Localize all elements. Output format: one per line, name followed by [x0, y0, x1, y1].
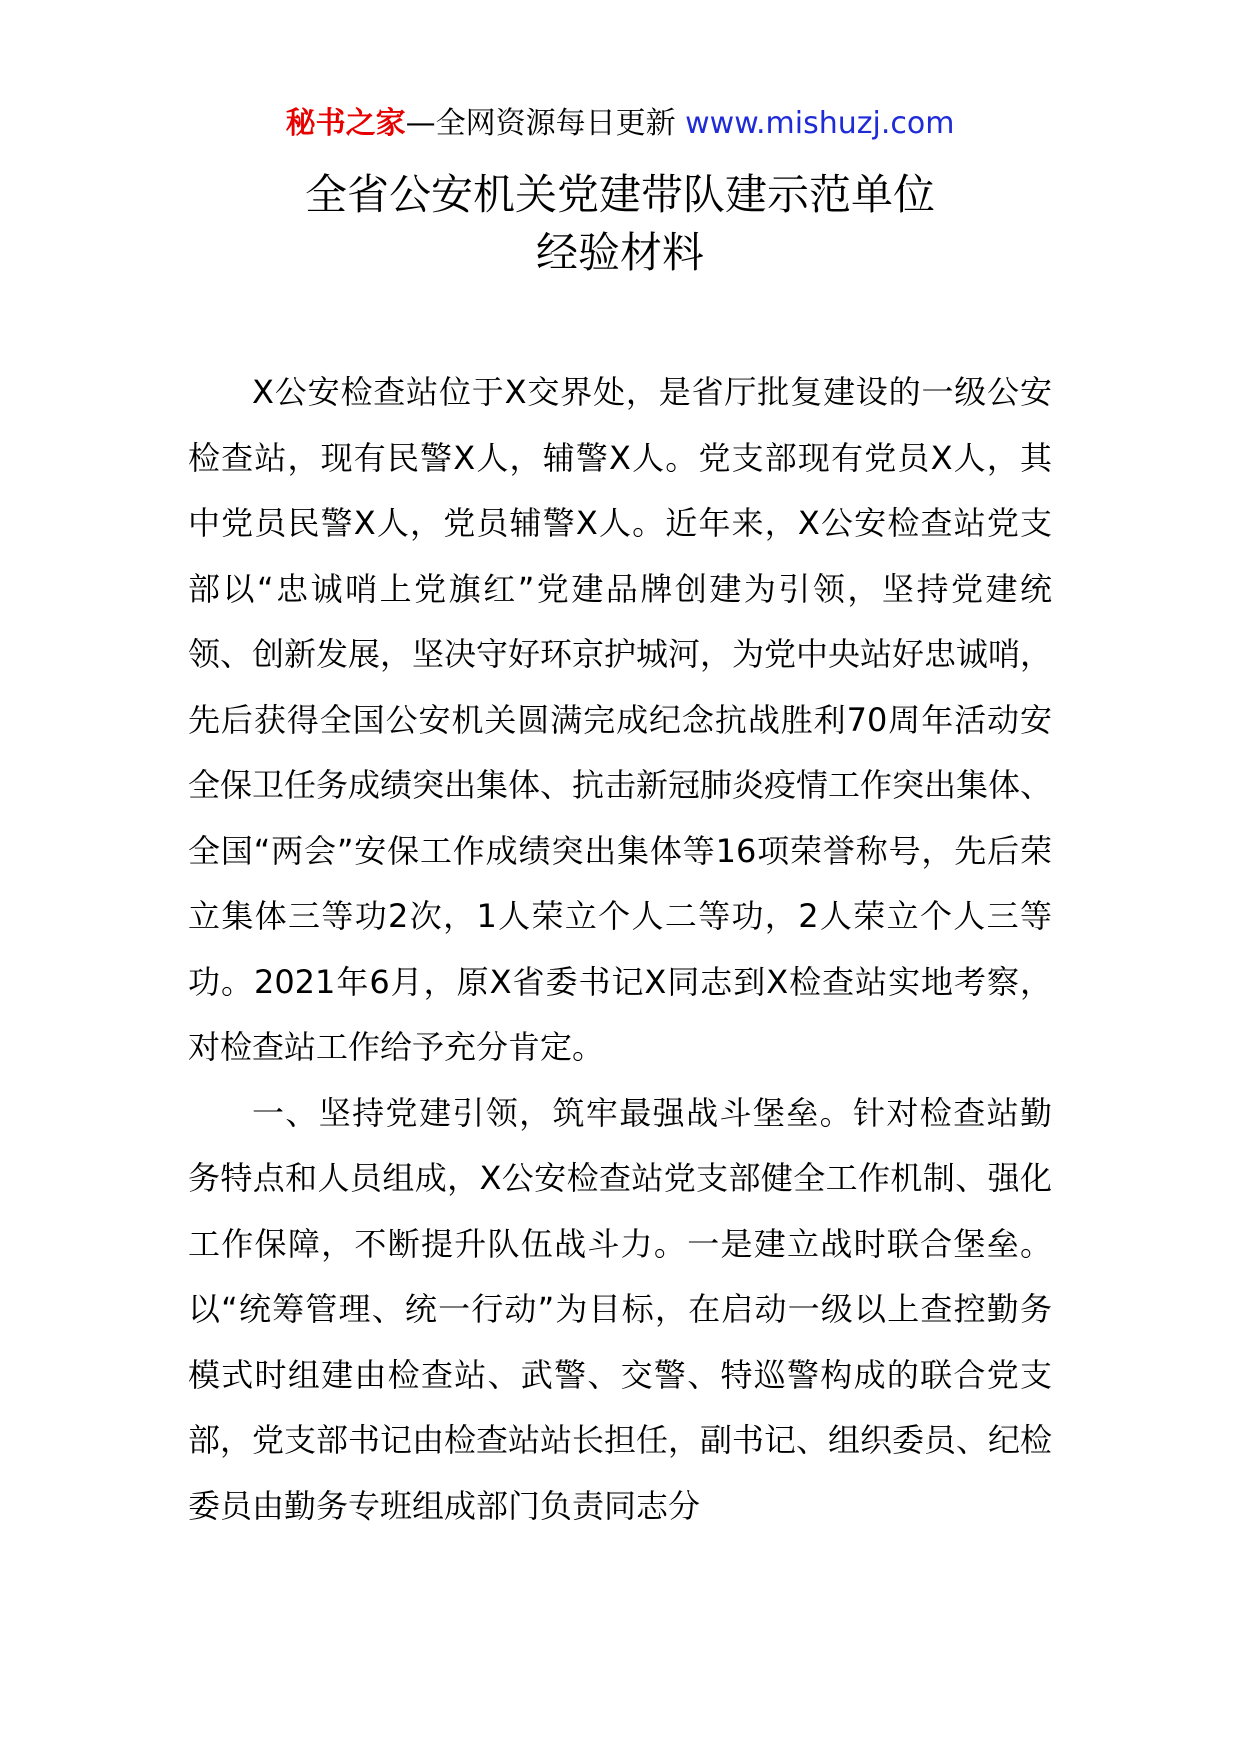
paragraph-intro: X公安检查站位于X交界处，是省厅批复建设的一级公安检查站，现有民警X人，辅警X人。党支部现有党员X人，其中党员民警X人，党员辅警X人。近年来，X公安检查站党支部以“忠诚哨上党旗红”党建品牌创建为引领，坚持党建统领、创新发展，坚决守好环京护城河，为党中央站好忠诚哨，先后获得全国公安机关圆满完成纪念抗战胜利70周年活动安全保卫任务成绩突出集体、抗击新冠肺炎疫情工作突出集体、全国“两会”安保工作成绩突出集体等16项荣誉称号，先后荣立集体三等功2次，1人荣立个人二等功，2人荣立个人三等功。2021年6月，原X省委书记X同志到X检查站实地考察，对检查站工作给予充分肯定。	[188, 373, 1053, 1066]
header-tagline: —全网资源每日更新	[405, 106, 676, 141]
title-line-1: 全省公安机关党建带队建示范单位	[304, 170, 935, 219]
document-body	[188, 360, 1052, 1539]
site-header	[0, 104, 1240, 144]
brand-name: 秘书之家	[285, 106, 406, 141]
section-1-text: 针对检查站勤务特点和人员组成，X公安检查站党支部健全工作机制、强化工作保障，不断提升队伍战斗力。一是建立战时联合堡垒。以“统筹管理、统一行动”为目标，在启动一级以上查控勤务模式时组建由检查站、武警、交警、特巡警构成的联合党支部，党支部书记由检查站站长担任，副书记、组织委员、纪检委员由勤务专班组成部门负责同志分	[188, 1093, 1053, 1525]
section-1-heading: 一、坚持党建引领，筑牢最强战斗堡垒。	[252, 1093, 854, 1132]
site-url-link[interactable]: www.mishuzj.com	[685, 106, 955, 141]
title-line-2: 经验材料	[535, 228, 704, 277]
paragraph-section-1	[188, 1081, 1052, 1540]
document-title	[0, 166, 1240, 282]
